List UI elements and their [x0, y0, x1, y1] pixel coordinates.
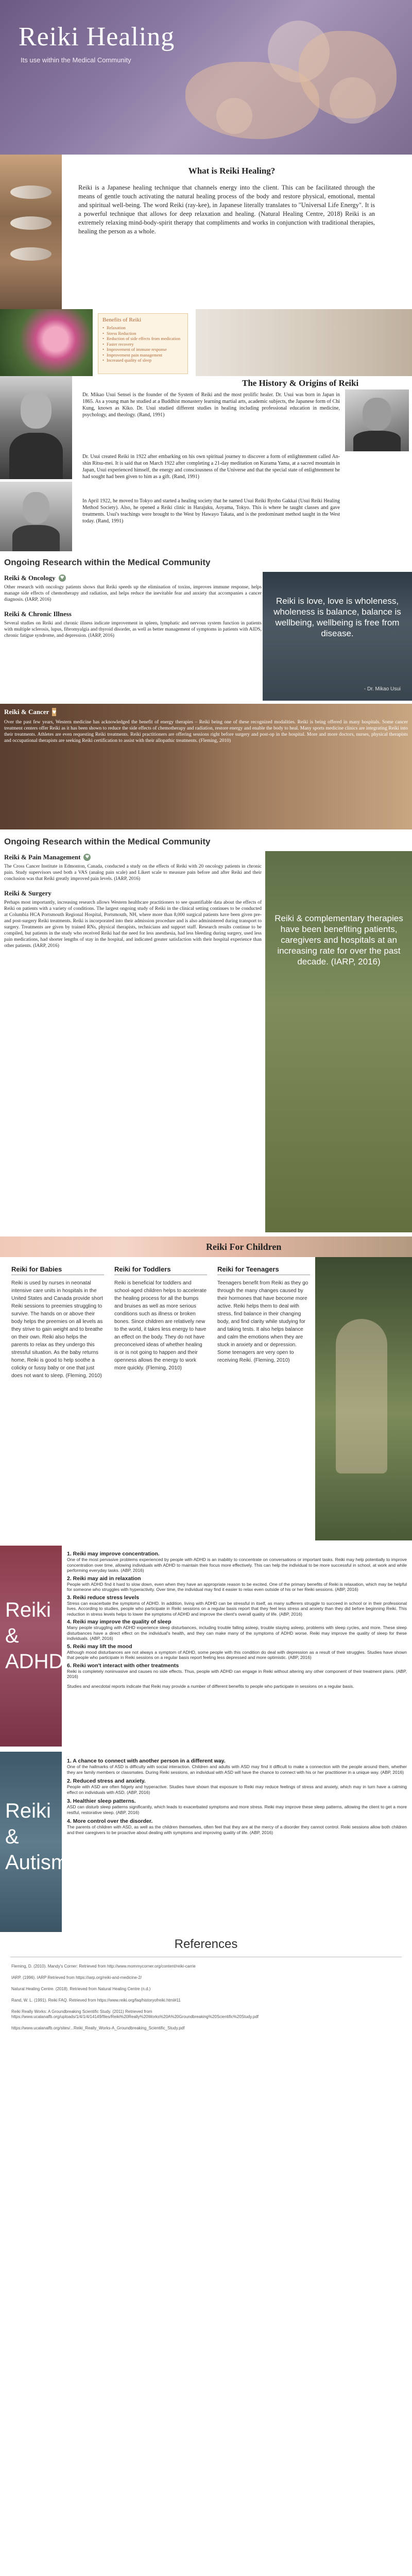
adhd-panel-label: Reiki & ADHD — [5, 1599, 64, 1673]
pain-title: Reiki & Pain Management — [4, 853, 81, 861]
children-section — [0, 1236, 412, 1540]
research-heading-1 — [0, 553, 412, 572]
adhd-item-title: 4. Reiki may improve the quality of sleep — [67, 1619, 171, 1625]
chronic-title: Reiki & Chronic Illness — [4, 610, 72, 618]
ribbon-icon: ♥ — [52, 708, 57, 716]
reference-entry: Natural Healing Centre. (2018). Retrieved from Natural Healing Centre (n.d.) — [11, 1987, 151, 1991]
adhd-item-body: One of the most pervasive problems experienced by people with ADHD is an inability to concentrate on conversations or important tasks. Reiki may help potentially to improve concentration over time, allowing individuals with ADHD to maintain their focus more effectively. This can help the individual to be more successful in school, at work and while performing everyday tasks. (ABP, 2016) — [67, 1557, 407, 1573]
benefits-card — [98, 313, 188, 374]
autism-item — [67, 1758, 407, 1775]
autism-item — [67, 1818, 407, 1835]
benefit-item: • Stress Reduction — [102, 331, 187, 336]
cancer-body: Over the past few years, Western medicine has acknowledged the benefit of energy therapies – Reiki being one of these recognized modalities. Reiki is being offered in many hospitals. Some cancer treatment centers offer Reiki as it has been shown to reduce the side effects of chemotherapy and radiation, restore energy and enable the body to heal. Many sports medicine clinics are integrating Reiki into their treatments. Athletes are even requesting Reiki treatments. Reiki practitioners are offering sessions right before surgery and post-op in the hospital. More and more doctors, nurses, physical therapists and occupational therapists are seeking Reiki certification to assist with their allopathic treatments. (Fleming, 2010) — [4, 720, 408, 743]
hero-banner — [0, 0, 412, 155]
benefit-item: • Relaxation — [102, 325, 187, 331]
adhd-item — [67, 1551, 407, 1573]
adhd-item — [67, 1663, 407, 1680]
what-heading: What is Reiki Healing? — [188, 166, 276, 176]
surgery-body: Perhaps most importantly, increasing research allows Western healthcare practitioners to see quantifiable data about the effects of Reiki on patients with a variety of conditions. The largest ongoing study of Reiki in the clinical setting continues to be conducted at Columbia HCA Portsmouth Regional Hospital, Portsmouth, NH, where more than 8,000 surgical patients have been given pre- and post-surgery Reiki treatments. Reiki is incorporated into their admission procedure and is also administered during transport to surgery. Treatments are given by trained RNs, physical therapists, technicians and support staff. Research results continue to be compiled, but patients in the study who received Reiki had the need for less anesthesia, had less bleeding during surgery, used less pain medications, had shorter lengths of stay in the hospital, and indicated greater satisfaction with their hospital experience than other patients. (IARP, 2016) — [4, 900, 262, 948]
children-heading: Reiki For Children — [206, 1242, 282, 1252]
reference-entry: https://www.ucalanalfb.org/sites/...Reiki_Really_Works-A_Groundbreaking_Scientific_Study.pdf — [11, 2026, 185, 2030]
pain-item — [4, 853, 262, 882]
reference-entry: Reiki Really Works: A Groundbreaking Scientific Study. (2011) Retrieved from https://www.ucalanalfb.org/uploads/1/4/1/4/14149/files/Reiki%20Really%20Works%20A%20Groundbreaking%20Scientific%20Study.pdf — [11, 2009, 259, 2019]
adhd-item-body: Many people struggling with ADHD experience sleep disturbances, including trouble falling asleep, trouble staying asleep, problems with sleep cycles, and more. These sleep disturbances have a direct effect on the individual's health, and they can make many of the symptoms of ADHD worse. Reiki may improve the quality of sleep for these individuals. (ABP, 2016) — [67, 1625, 407, 1641]
ribbon-icon: ♥ — [59, 574, 66, 582]
autism-item-body: ASD can disturb sleep patterns significantly, which leads to exacerbated symptoms and more stress. Reiki may improve these sleep patterns, allowing the client to get a more restful, restorative sleep. (ABP, 2016) — [67, 1804, 407, 1815]
cancer-block — [0, 704, 412, 829]
history-paragraph-1: Dr. Mikao Usui Sensei is the founder of the System of Reiki and the most prolific healer. Dr. Usui was born in Japan in 1865. As a young man he studied at a Buddhist monastery learning martial arts, academic subjects, the Japanese form of Chi Kung, known as Kiko. Dr. Usui studied different studies in healing including professional education in medicine, psychology, and theology. (Rand, 1991) — [82, 392, 340, 418]
history-paragraph-3: In April 1922, he moved to Tokyo and started a healing society that he named Usui Reiki Ryoho Gakkai (Usui Reiki Healing Method Society). Also, he opened a Reiki clinic in Harajuku, Aoyama, Tokyo. This is where he taught classes and gave treatments. Usui's teachings were brought to the West by Hawayo Takata, and is the predominant method taught in the West today. (Rand, 1991) — [82, 498, 340, 524]
autism-item-body: People with ASD are often fidgety and hyperactive. Studies have shown that exposure to Reiki may reduce feelings of stress and anxiety, which may in turn have a calming effect on individuals with ASD. (ABP, 2016) — [67, 1784, 407, 1795]
adhd-item — [67, 1595, 407, 1617]
cancer-title: Reiki & Cancer — [4, 708, 49, 716]
research-heading-2-text: Ongoing Research within the Medical Community — [4, 837, 211, 846]
autism-item-title: 4. More control over the disorder. — [67, 1818, 153, 1824]
history-heading: The History & Origins of Reiki — [242, 378, 359, 388]
adhd-item-body: Reiki is completely noninvasive and causes no side effects. Thus, people with ADHD can engage in Reiki without altering any other component of their treatment plans. (ABP, 2016) — [67, 1668, 407, 1679]
surgery-item — [4, 889, 262, 949]
autism-item-body: One of the hallmarks of ASD is difficulty with social interaction. Children and adults with ASD may find it difficult to make a connection with the people around them, whether they are family members or classmates. During Reiki sessions, an individual with ASD will have the chance to connect with his or her practitioner in a unique way. (ABP, 2016) — [67, 1764, 407, 1775]
chronic-body: Several studies on Reiki and chronic illness indicate improvement in spleen, lymphatic and nervous system function in patients with multiple sclerosis, lupus, fibromyalgia and thyroid disorder, as well as better management of symptoms in patients with AIDS, chronic fatigue syndrome, and depression. (IARP, 2016) — [4, 621, 262, 638]
teens-title: Reiki for Teenagers — [217, 1265, 310, 1275]
portrait-face — [23, 492, 49, 524]
babies-title: Reiki for Babies — [11, 1265, 104, 1275]
babies-body: Reiki is used by nurses in neonatal intensive care units in hospitals in the United States and Canada provide short Reiki sessions to preemies struggling to survive. The hands on or above their body helps the preemies on all levels as they strive to gain weight and to breathe on their own. Reiki also helps the parents to relax as they undergo this stressful situation. As the baby returns home, Reiki is good to help soothe a colicky or fussy baby or one that just does not want to sleep. (Fleming, 2010) — [11, 1280, 103, 1379]
benefits-section — [0, 309, 412, 376]
stone-shape — [10, 185, 52, 199]
history-paragraph-2: Dr. Usui created Reiki in 1922 after embarking on his own spiritual journey to discover a form of enlightenment called An-shin Ritsu-mei. It is said that on March 1922 after completing a 21-day meditation on Kurama Yama, at a sacred mountain in Japan, Usui experienced himself, the energy and consciousness of the Universe and that the special state of enlightenment he had sought had been given to him as a gift. (Rand, 1991) — [82, 454, 340, 480]
adhd-item-title: 1. Reiki may improve concentration. — [67, 1551, 160, 1557]
portrait-face — [21, 392, 52, 429]
adhd-item-title: 3. Reiki reduce stress levels — [67, 1594, 140, 1601]
autism-section — [0, 1752, 412, 1932]
children-photo — [315, 1257, 412, 1540]
benefit-item: • Improvement pain management — [102, 352, 187, 358]
adhd-footnote: Studies and anecdotal reports indicate that Reiki may provide a number of different benefits to people who participate in sessions on a regular basis. — [67, 1683, 354, 1689]
hero-subtitle: Its use within the Medical Community — [21, 56, 131, 64]
reference-entry: Rand, W. L. (1991). Reiki FAQ. Retrieved from https://www.reiki.org/faq/historyofreiki.html#11 — [11, 1998, 181, 2003]
research-heading-2 — [0, 833, 412, 851]
autism-item-title: 2. Reduced stress and anxiety. — [67, 1778, 146, 1784]
adhd-item-title: 5. Reiki may lift the mood — [67, 1643, 132, 1650]
chronic-item — [4, 610, 262, 639]
portrait-body — [353, 431, 401, 451]
founder-portrait — [0, 376, 72, 479]
research-left-col-2 — [4, 853, 262, 949]
adhd-item-body: People with ADHD find it hard to slow down, even when they have an appropriate reason to be excited. One of the primary benefits of Reiki is relaxation, which may be helpful for someone who struggles with hyperactivity. Over time, the individual may find it easier to relax even outside of his or her Reiki sessions. (ABP, 2016) — [67, 1581, 407, 1592]
autism-list — [67, 1755, 407, 1835]
oncology-item — [4, 574, 262, 603]
adhd-item-body: Although mood disturbances are not always a symptom of ADHD, some people with this condition do deal with depression as a result of their struggles. Studies have shown that people who participate in Reiki sessions on a regular basis report feeling less depressed and more optimistic. (ABP, 2016) — [67, 1649, 407, 1660]
lotus-photo — [0, 309, 93, 376]
adhd-item-title: 2. Reiki may aid in relaxation — [67, 1575, 141, 1582]
references-heading: References — [174, 1937, 238, 1951]
teens-column — [217, 1265, 310, 1364]
adhd-item-title: 6. Reiki won't interact with other treatments — [67, 1662, 179, 1669]
references-list — [11, 1964, 331, 2037]
benefit-item: • Increased quality of sleep — [102, 358, 187, 363]
benefits-list — [102, 325, 187, 363]
benefits-heading: Benefits of Reiki — [102, 317, 142, 323]
adhd-item — [67, 1619, 407, 1641]
adhd-section — [0, 1546, 412, 1747]
babies-column — [11, 1265, 104, 1380]
research-section-2 — [0, 851, 412, 1232]
history-section — [0, 376, 412, 551]
treatment-photo — [196, 309, 412, 376]
stone-shape — [10, 247, 52, 261]
research-heading-1-text: Ongoing Research within the Medical Community — [4, 557, 211, 567]
adhd-item — [67, 1643, 407, 1660]
portrait-body — [9, 433, 63, 479]
oncology-title: Reiki & Oncology — [4, 574, 56, 582]
autism-item-title: 3. Healthier sleep patterns. — [67, 1798, 136, 1804]
autism-panel — [0, 1752, 68, 1932]
complementary-quote-panel — [265, 851, 412, 1232]
toddlers-title: Reiki for Toddlers — [114, 1265, 207, 1275]
pain-title-row — [4, 853, 262, 861]
surgery-title: Reiki & Surgery — [4, 889, 52, 897]
reference-entry: Fleming, D. (2010). Mandy's Corner: Retrieved from http://www.mommycorner.org/content/reiki-carrie — [11, 1964, 196, 1969]
toddlers-column — [114, 1265, 207, 1372]
autism-item — [67, 1778, 407, 1795]
pulse-icon: ♥ — [83, 854, 91, 861]
stone-shape — [10, 216, 52, 230]
adhd-item — [67, 1575, 407, 1592]
oncology-body: Other research with oncology patients shows that Reiki speeds up the elimination of toxins, improves immune response, helps manage side effects of chemotherapy and radiation, and helps reduce the inevitable fear and anxiety that accompanies a cancer diagnosis. (IARP, 2016) — [4, 585, 262, 602]
reference-entry: IARP. (1996). IARP Retrieved from https://iarp.org/reiki-and-medicine-2/ — [11, 1975, 142, 1980]
what-is-reiki-section — [0, 155, 412, 309]
benefit-item: • Reduction of side effects from medication — [102, 336, 187, 342]
usui-quote: Reiki is love, love is wholeness, wholeness is balance, balance is wellbeing, wellbeing is free from disease. — [273, 596, 401, 638]
toddlers-body: Reiki is beneficial for toddlers and school-aged children helps to accelerate the healing process for all the bumps and bruises as well as more serious conditions such as illness or broken bones. Since children are relatively new to the world, it takes less energy to have an effect on the body. They do not have preconceived ideas of whether healing is or is not going to happen and their openness allows the energy to work more quickly. (Fleming, 2010) — [114, 1280, 207, 1371]
autism-panel-label: Reiki & Autism — [5, 1800, 68, 1874]
adhd-panel — [0, 1546, 62, 1747]
complementary-quote: Reiki & complementary therapies have been benefiting patients, caregivers and hospitals at an increasing rate for over the past decade. (IARP, 2016) — [274, 913, 403, 967]
usui-quote-panel — [263, 572, 412, 701]
references-section — [0, 1937, 412, 2576]
autism-item-title: 1. A chance to connect with another person in a different way. — [67, 1758, 226, 1764]
hero-title: Reiki Healing — [19, 22, 175, 52]
oncology-title-row — [4, 574, 262, 582]
what-body: Reiki is a Japanese healing technique that channels energy into the client. This can be facilitated through the means of gentle touch activating the natural healing process of the body and restore physical, emotional, mental and spiritual well-being. The word Reiki (ray-kee), in Japanese literally translates to "Universal Life Energy". It is a powerful technique that allows for deep relaxation and healing. (Natural Healing Centre, 2018) Reiki is an extremely relaxing mind-body-spirit therapy that compliments and works in conjunction with traditional therapies, healing the person as a whole. — [78, 184, 375, 235]
portrait-face — [363, 398, 391, 431]
adhd-item-body: Stress can exacerbate the symptoms of ADHD. In addition, living with ADHD can be stressful in itself, as many sufferers struggle to succeed in school or in their professional lives. According to studies, people who participate in Reiki sessions on a regular basis report that they feel less stress and anxiety than they did before beginning Reiki. This reduction in stress levels helps to lower the symptoms of ADHD and improve the client's overall quality of life. (ABP, 2016) — [67, 1600, 407, 1617]
child-figure — [336, 1319, 387, 1473]
hero-title-wrap — [19, 22, 175, 64]
portrait-body — [12, 525, 60, 551]
children-banner — [0, 1236, 412, 1257]
founder-portrait-2 — [0, 482, 72, 551]
teens-body: Teenagers benefit from Reiki as they go through the many changes caused by their hormones that have become more active. Reiki helps them to deal with stress, find balance in their changing body, and find clarity while studying for and taking tests. It also helps balance and calm the emotions when they are stuck in anxiety and or depression. Some teenagers are very open to receiving Reiki. (Fleming, 2010) — [217, 1280, 308, 1363]
research-left-col — [4, 574, 262, 639]
benefit-item: • Improvement of immune response — [102, 347, 187, 352]
usui-quote-attribution: - Dr. Mikao Usui — [364, 686, 401, 692]
autism-item-body: The parents of children with ASD, as well as the children themselves, often feel that they are at the mercy of a disorder they cannot control. Reiki sessions allow both children and their caregivers to be proactive about dealing with symptoms and improving quality of life. (ABP, 2016) — [67, 1824, 407, 1835]
pain-body: The Cross Cancer Institute in Edmonton, Canada, conducted a study on the effects of Reiki with 20 oncology patients in chronic pain. Study supervisors used both a VAS (analog pain scale) and Likert scale to measure pain before and after Reiki and their conclusion was that Reiki greatly improved pain levels. (IARP, 2016) — [4, 864, 262, 882]
benefit-item: • Faster recovery — [102, 342, 187, 347]
research-section-1 — [0, 572, 412, 829]
autism-item — [67, 1798, 407, 1815]
cancer-title-row — [4, 708, 56, 716]
adhd-list — [67, 1549, 407, 1689]
usui-photo — [345, 389, 409, 451]
stones-photo — [0, 155, 62, 309]
